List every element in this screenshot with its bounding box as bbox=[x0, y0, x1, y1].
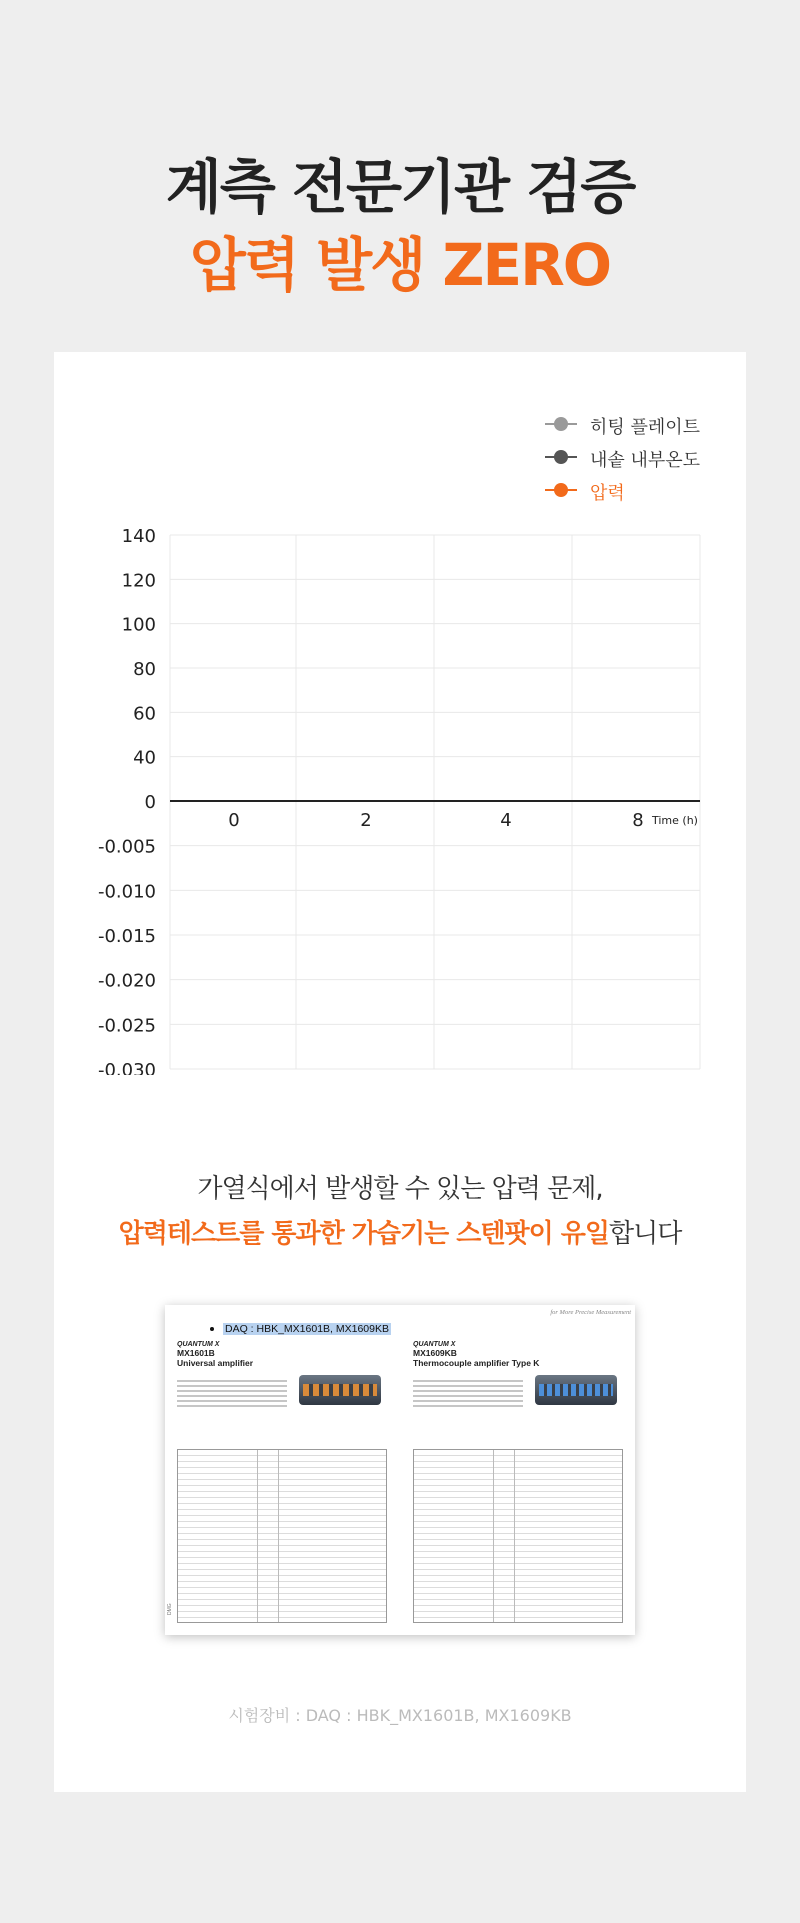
features-text bbox=[413, 1380, 523, 1407]
hero-title-line2: 압력 발생 ZERO bbox=[189, 231, 611, 299]
spec-table bbox=[177, 1449, 387, 1623]
legend-label: 히팅 플레이트 bbox=[590, 417, 701, 438]
y-tick-label: 100 bbox=[121, 614, 156, 636]
x-axis-unit-label: Time (h) bbox=[652, 814, 698, 827]
spec-column-left bbox=[177, 1341, 387, 1631]
y-tick-label: 140 bbox=[121, 526, 156, 547]
x-tick-label: 8 bbox=[632, 810, 644, 831]
model-name: MX1601B bbox=[177, 1348, 215, 1358]
x-tick-label: 0 bbox=[228, 810, 240, 831]
subtitle-line2 bbox=[0, 1213, 800, 1250]
brand-logo: QUANTUM X bbox=[177, 1341, 220, 1348]
selected-text: DAQ : HBK_MX1601B, MX1609KB bbox=[225, 1323, 389, 1335]
legend-label: 내솥 내부온도 bbox=[590, 450, 701, 471]
x-tick-label: 2 bbox=[360, 810, 372, 831]
spec-table bbox=[413, 1449, 623, 1623]
y-tick-label: -0.015 bbox=[97, 926, 156, 947]
model-desc: Universal amplifier bbox=[177, 1358, 254, 1368]
legend-label: 압력 bbox=[590, 483, 625, 504]
y-tick-label: -0.030 bbox=[97, 1060, 156, 1075]
y-tick-label: -0.010 bbox=[97, 881, 156, 903]
y-tick-label: 60 bbox=[133, 703, 156, 725]
spec-sheet-image bbox=[165, 1305, 635, 1635]
pressure-chart bbox=[90, 515, 710, 1075]
chart-legend bbox=[545, 410, 745, 509]
y-tick-label: 80 bbox=[133, 659, 156, 680]
legend-item-heating-plate bbox=[545, 410, 745, 443]
legend-dot-icon bbox=[554, 450, 568, 464]
legend-dot-icon bbox=[554, 417, 568, 431]
y-tick-label: 120 bbox=[121, 570, 156, 592]
y-tick-label: -0.005 bbox=[97, 836, 156, 858]
doc-tagline: for More Precise Measurement bbox=[550, 1309, 631, 1316]
amplifier-photo bbox=[535, 1375, 617, 1405]
subtitle-rest: 합니다 bbox=[609, 1219, 682, 1249]
doc-page-id: DMG bbox=[167, 1603, 173, 1615]
legend-dot-icon bbox=[554, 483, 568, 497]
subtitle-highlight: 압력테스트를 통과한 가습기는 스텐팟이 유일 bbox=[118, 1219, 610, 1249]
legend-item-inner-temp bbox=[545, 443, 745, 476]
y-tick-label-zero: 0 bbox=[144, 792, 156, 813]
spec-column-right bbox=[413, 1341, 623, 1631]
legend-item-pressure bbox=[545, 476, 745, 509]
y-tick-label: -0.025 bbox=[97, 1015, 156, 1037]
bullet-icon bbox=[210, 1327, 214, 1331]
features-text bbox=[177, 1380, 287, 1407]
subtitle-line1: 가열식에서 발생할 수 있는 압력 문제, bbox=[197, 1174, 603, 1204]
y-tick-label: 40 bbox=[133, 747, 156, 769]
amplifier-photo bbox=[299, 1375, 381, 1405]
model-name: MX1609KB bbox=[413, 1348, 457, 1358]
y-tick-label: -0.020 bbox=[97, 970, 156, 992]
x-tick-label: 4 bbox=[500, 810, 512, 831]
hero-title-line1: 계측 전문기관 검증 bbox=[165, 153, 635, 221]
model-desc: Thermocouple amplifier Type K bbox=[413, 1358, 540, 1368]
test-equipment-note: 시험장비 : DAQ : HBK_MX1601B, MX1609KB bbox=[228, 1706, 572, 1725]
brand-logo: QUANTUM X bbox=[413, 1341, 456, 1348]
